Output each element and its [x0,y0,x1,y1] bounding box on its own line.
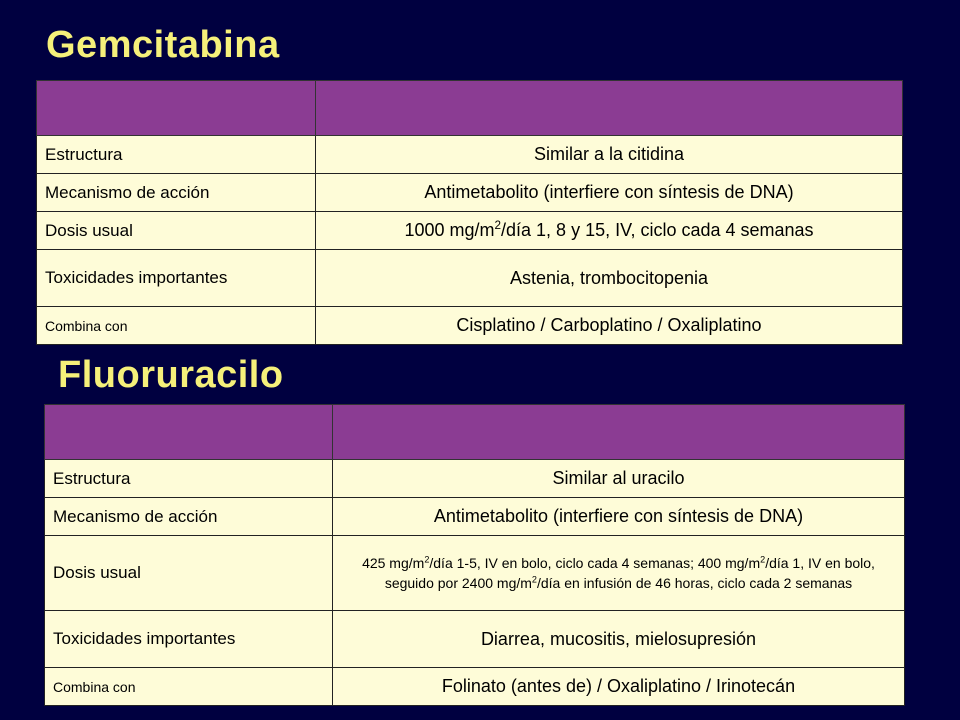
dose-text: /día 1, IV en bolo, seguido por 2400 mg/m [384,555,875,591]
table-row [37,250,903,307]
dose-text: /día en infusión de 46 horas, ciclo cada 2 semanas [536,575,853,591]
header-cell [333,405,905,460]
row-value: Cisplatino / Carboplatino / Oxaliplatino [316,307,903,345]
fluoruracilo-table [44,404,905,706]
row-label: Mecanismo de acción [37,174,316,212]
section-title-fluoruracilo: Fluoruracilo [58,354,284,396]
row-label: Estructura [37,136,316,174]
header-cell [37,81,316,136]
table-row [45,536,905,611]
superscript: 2 [531,574,537,585]
row-label: Toxicidades importantes [37,250,316,307]
row-value: Diarrea, mucositis, mielosupresión [333,611,905,668]
dose-text: 425 mg/m [362,555,425,571]
table-row [37,212,903,250]
section-title-gemcitabina: Gemcitabina [46,24,280,66]
dose-text: /día 1, 8 y 15, IV, ciclo cada 4 semanas [501,220,814,240]
row-label: Dosis usual [45,536,333,611]
table-row [37,307,903,345]
table-row [45,460,905,498]
row-value [333,536,905,611]
row-value: Folinato (antes de) / Oxaliplatino / Irinotecán [333,668,905,706]
table-row [45,611,905,668]
superscript: 2 [424,554,430,565]
row-label: Dosis usual [37,212,316,250]
table-row [37,174,903,212]
superscript: 2 [760,554,766,565]
table-row [45,668,905,706]
row-value: Antimetabolito (interfiere con síntesis de DNA) [316,174,903,212]
table-row [45,498,905,536]
row-label: Toxicidades importantes [45,611,333,668]
dose-text: /día 1-5, IV en bolo, ciclo cada 4 semanas; 400 mg/m [429,555,761,571]
superscript: 2 [494,219,502,232]
header-cell [45,405,333,460]
table-header-row [45,405,905,460]
row-label: Combina con [37,307,316,345]
row-value: Similar a la citidina [316,136,903,174]
table-header-row [37,81,903,136]
row-label: Combina con [45,668,333,706]
row-value: Antimetabolito (interfiere con síntesis de DNA) [333,498,905,536]
row-value: Similar al uracilo [333,460,905,498]
dose-text: 1000 mg/m [404,220,495,240]
row-value [316,212,903,250]
row-value: Astenia, trombocitopenia [316,250,903,307]
header-cell [316,81,903,136]
gemcitabina-table [36,80,903,345]
row-label: Estructura [45,460,333,498]
table-row [37,136,903,174]
row-label: Mecanismo de acción [45,498,333,536]
